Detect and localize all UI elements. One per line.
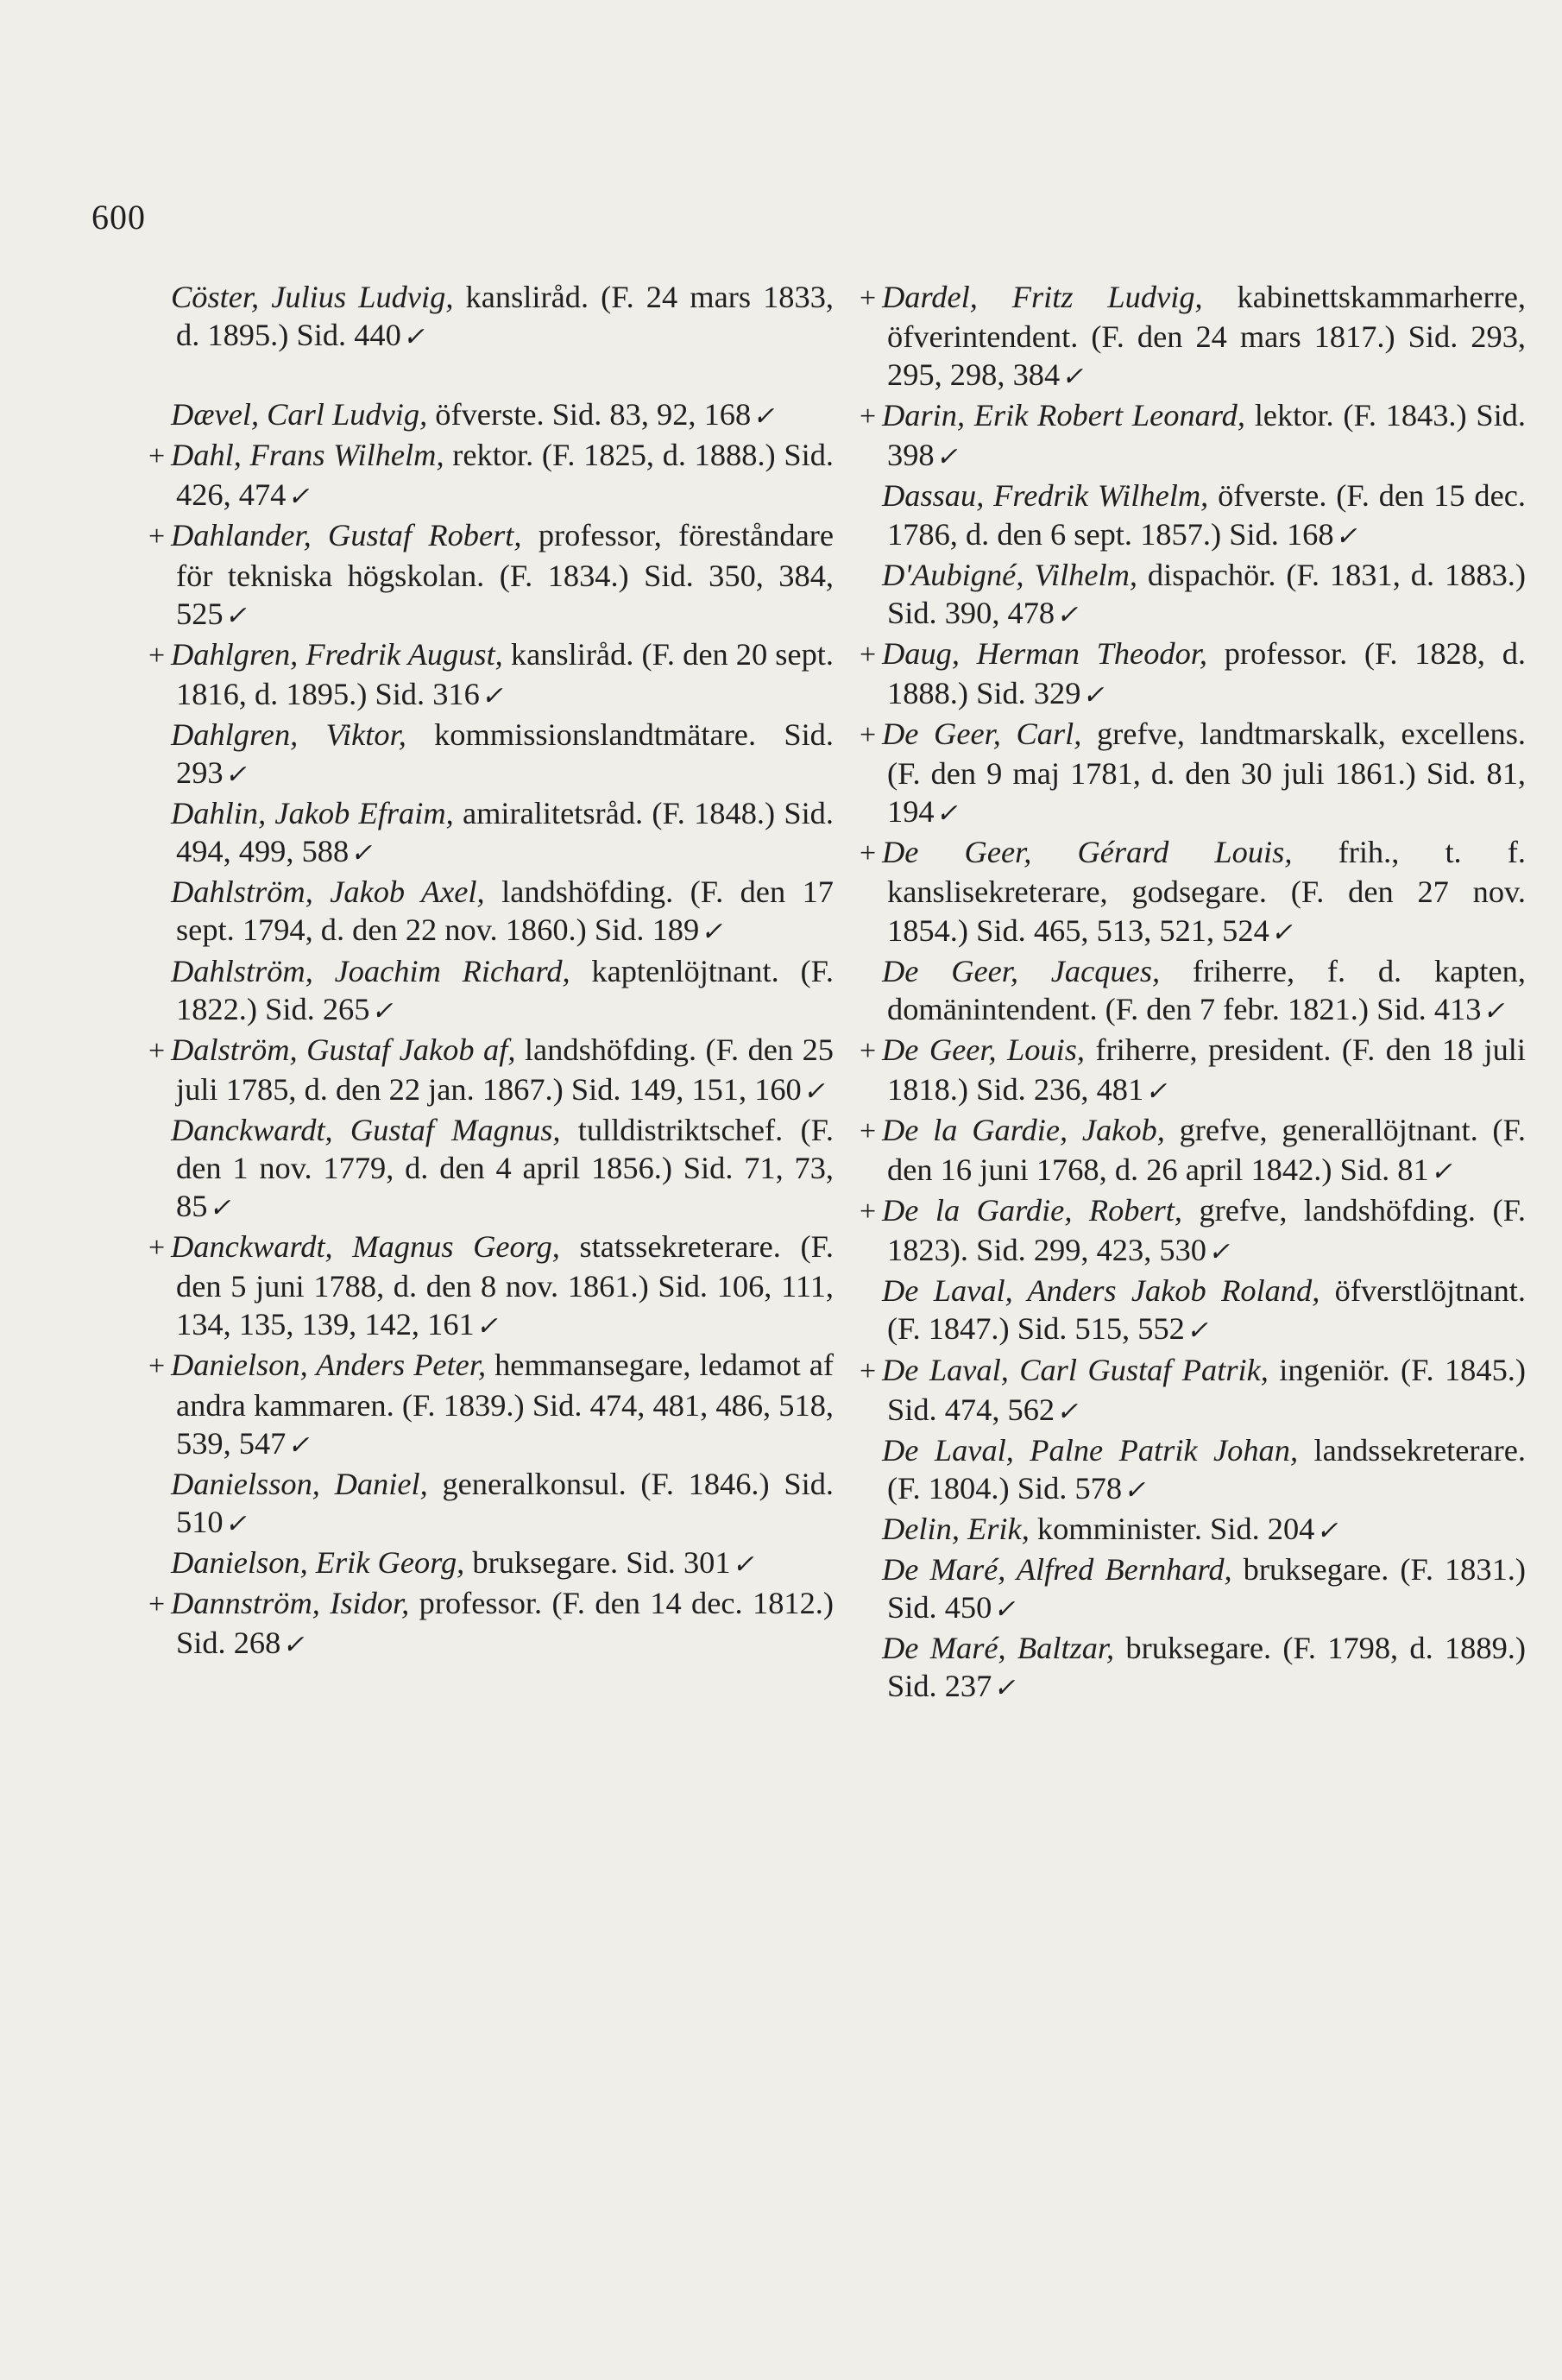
check-mark-icon: ✓	[993, 1595, 1016, 1625]
entry-marker: +	[860, 719, 877, 752]
entry-name: Dahlander, Gustaf Robert,	[171, 518, 522, 553]
entry-name: Dahlgren, Fredrik August,	[171, 636, 503, 672]
entry-text: bruksegare. (F. 1798, d. 1889.) Sid. 237	[887, 1631, 1526, 1704]
index-entry	[148, 1346, 834, 1464]
check-mark-icon: ✓	[1483, 996, 1505, 1026]
check-mark-icon: ✓	[701, 918, 723, 947]
entry-text: professor. (F. 1828, d. 1888.) Sid. 329	[887, 635, 1527, 710]
entry-name: De Laval, Palne Patrik Johan,	[882, 1432, 1299, 1468]
entry-text: landshöfding. (F. den 17 sept. 1794, d. den 22 nov. 1860.) Sid. 189	[176, 874, 834, 948]
entry-marker: +	[860, 638, 877, 671]
entry-name: De Geer, Gérard Louis,	[882, 835, 1293, 870]
entry-marker: +	[148, 1034, 166, 1067]
check-mark-icon: ✓	[224, 601, 247, 630]
index-entry	[860, 715, 1526, 833]
entry-name: Dahlin, Jakob Efraim,	[171, 796, 454, 831]
entry-name: Danckwardt, Gustaf Magnus,	[171, 1112, 561, 1147]
index-entry	[148, 516, 834, 634]
check-mark-icon: ✓	[732, 1550, 754, 1579]
entry-text: friherre, f. d. kapten, domänintendent. (F. den 7 febr. 1821.) Sid. 413	[887, 953, 1526, 1026]
entry-name: Dahl, Frans Wilhelm,	[171, 438, 444, 473]
entry-text: grefve, landtmarskalk, excellens. (F. den 9 maj 1781, d. den 30 juli 1861.) Sid. 81, 194	[887, 717, 1526, 830]
index-entry	[863, 1629, 1526, 1708]
entry-text: öfverste. Sid. 83, 92, 168	[435, 397, 752, 432]
entry-marker: +	[148, 521, 166, 553]
entry-text: rektor. (F. 1825, d. 1888.) Sid. 426, 474	[176, 438, 834, 513]
entry-text: grefve, generallöjtnant. (F. den 16 juni 1768, d. 26 april 1842.) Sid. 81	[887, 1112, 1526, 1188]
index-entry	[148, 635, 834, 716]
check-mark-icon: ✓	[1316, 1516, 1338, 1545]
entry-name: Danielson, Anders Peter,	[171, 1348, 487, 1383]
index-entry	[148, 1228, 834, 1346]
check-mark-icon: ✓	[1186, 1316, 1208, 1346]
check-mark-icon: ✓	[481, 681, 503, 710]
entry-marker: +	[860, 1114, 877, 1147]
entry-name: Delin, Erik,	[882, 1511, 1030, 1546]
entry-text: professor. (F. den 14 dec. 1812.) Sid. 268	[176, 1586, 835, 1661]
check-mark-icon: ✓	[935, 799, 958, 829]
left-column	[148, 278, 835, 1664]
entry-text: ingeniör. (F. 1845.) Sid. 474, 562	[887, 1352, 1526, 1427]
entry-text: komminister. Sid. 204	[1036, 1511, 1315, 1546]
check-mark-icon: ✓	[1061, 363, 1084, 392]
entry-text: öfverstlöjtnant. (F. 1847.) Sid. 515, 552	[887, 1273, 1526, 1347]
entry-name: Dalström, Gustaf Jakob af,	[171, 1032, 516, 1067]
entry-name: Dævel, Carl Ludvig,	[171, 397, 428, 432]
entry-text: grefve, landshöfding. (F. 1823). Sid. 299, 423, 530	[887, 1193, 1526, 1268]
index-entry	[152, 395, 834, 436]
right-column	[860, 278, 1527, 1708]
check-mark-icon: ✓	[1124, 1475, 1146, 1505]
check-mark-icon: ✓	[282, 1631, 305, 1660]
index-entry	[860, 396, 1526, 477]
check-mark-icon: ✓	[1056, 1397, 1079, 1426]
entry-marker: +	[148, 1350, 166, 1383]
entry-text: tulldistriktschef. (F. den 1 nov. 1779, d. den 4 april 1856.) Sid. 71, 73, 85	[176, 1112, 834, 1224]
check-mark-icon: ✓	[1082, 680, 1105, 710]
index-entry	[148, 1584, 835, 1664]
index-entry	[152, 794, 834, 873]
page-number: 600	[91, 198, 146, 237]
index-entry	[863, 1272, 1526, 1350]
check-mark-icon: ✓	[224, 1509, 247, 1538]
entry-name: Dahlström, Joachim Richard,	[171, 953, 570, 988]
index-entry	[152, 716, 834, 794]
entry-text: hemmansegare, ledamot af andra kammaren. (F. 1839.) Sid. 474, 481, 486, 518, 539, 547	[176, 1348, 834, 1461]
entry-name: Danielsson, Daniel,	[171, 1466, 428, 1501]
entry-name: De Laval, Anders Jakob Roland,	[882, 1273, 1320, 1309]
entry-name: De Laval, Carl Gustaf Patrik,	[882, 1352, 1269, 1387]
check-mark-icon: ✓	[476, 1312, 498, 1342]
check-mark-icon: ✓	[350, 839, 373, 868]
index-entry	[863, 556, 1526, 634]
entry-name: Danckwardt, Magnus Georg,	[171, 1229, 560, 1265]
check-mark-icon: ✓	[993, 1674, 1016, 1703]
entry-marker: +	[860, 282, 877, 314]
index-entry	[860, 1031, 1526, 1111]
entry-name: De Geer, Louis,	[882, 1032, 1086, 1067]
entry-marker: +	[148, 1588, 166, 1620]
entry-name: Danielson, Erik Georg,	[171, 1544, 465, 1580]
entry-name: Dardel, Fritz Ludvig,	[882, 280, 1203, 314]
index-entry	[152, 1111, 834, 1228]
check-mark-icon: ✓	[1145, 1076, 1168, 1106]
entry-name: Daug, Herman Theodor,	[882, 635, 1208, 671]
check-mark-icon: ✓	[803, 1076, 825, 1106]
entry-text: lektor. (F. 1843.) Sid. 398	[887, 398, 1526, 473]
index-entry	[860, 833, 1526, 951]
entry-marker: +	[860, 837, 877, 870]
entry-text: professor, föreståndare för tekniska högskolan. (F. 1834.) Sid. 350, 384, 525	[176, 518, 834, 631]
entry-name: De la Gardie, Jakob,	[882, 1112, 1165, 1147]
entry-text: öfverste. (F. den 15 dec. 1786, d. den 6 sept. 1857.) Sid. 168	[887, 478, 1526, 552]
entry-text: bruksegare. Sid. 301	[472, 1544, 731, 1580]
check-mark-icon: ✓	[935, 443, 958, 472]
entry-text: landssekreterare. (F. 1804.) Sid. 578	[887, 1432, 1526, 1506]
check-mark-icon: ✓	[1335, 521, 1357, 551]
entry-name: Dassau, Fredrik Wilhelm,	[882, 478, 1209, 514]
entry-marker: +	[860, 1354, 877, 1387]
index-entry	[152, 952, 834, 1031]
index-entry	[863, 477, 1526, 555]
check-mark-icon: ✓	[1270, 918, 1293, 947]
check-mark-icon: ✓	[1430, 1158, 1452, 1187]
entry-text: landshöfding. (F. den 25 juli 1785, d. den 22 jan. 1867.) Sid. 149, 151, 160	[176, 1032, 834, 1107]
entry-text: kaptenlöjtnant. (F. 1822.) Sid. 265	[176, 953, 834, 1026]
index-entry	[860, 1111, 1526, 1191]
entry-marker: +	[860, 1034, 877, 1067]
entry-name: Darin, Erik Robert Leonard,	[882, 398, 1245, 433]
entry-name: De Maré, Alfred Bernhard,	[882, 1552, 1232, 1587]
check-mark-icon: ✓	[402, 323, 425, 352]
index-entry	[863, 1431, 1526, 1510]
entry-name: De Geer, Jacques,	[882, 953, 1161, 988]
index-entry	[148, 436, 834, 516]
entry-name: Dannström, Isidor,	[171, 1586, 410, 1620]
check-mark-icon: ✓	[287, 1430, 310, 1460]
entry-name: De Maré, Baltzar,	[882, 1631, 1115, 1666]
index-entry	[860, 1191, 1526, 1272]
check-mark-icon: ✓	[209, 1194, 231, 1223]
check-mark-icon: ✓	[287, 483, 310, 512]
entry-text: friherre, president. (F. den 18 juli 1818.) Sid. 236, 481	[887, 1032, 1526, 1107]
index-entry	[863, 952, 1526, 1031]
entry-text: kommissionslandtmätare. Sid. 293	[176, 717, 834, 791]
entry-name: De Geer, Carl,	[882, 717, 1082, 752]
check-mark-icon: ✓	[1207, 1238, 1231, 1267]
entry-text: bruksegare. (F. 1831.) Sid. 450	[887, 1552, 1526, 1626]
entry-text: frih., t. f. kanslisekreterare, godsegare. (F. den 27 nov. 1854.) Sid. 465, 513, 521, 524	[887, 835, 1526, 948]
entry-marker: +	[148, 1232, 166, 1265]
check-mark-icon: ✓	[1056, 600, 1079, 629]
check-mark-icon: ✓	[371, 996, 394, 1026]
index-entry	[152, 278, 834, 357]
entry-marker: +	[860, 401, 877, 433]
check-mark-icon: ✓	[224, 761, 247, 790]
entry-name: De la Gardie, Robert,	[882, 1193, 1183, 1228]
index-entry	[860, 278, 1526, 396]
entry-text: amiralitetsråd. (F. 1848.) Sid. 494, 499, 588	[176, 796, 834, 869]
entry-text: generalkonsul. (F. 1846.) Sid. 510	[176, 1466, 834, 1539]
index-entry	[863, 1510, 1526, 1550]
entry-text: dispachör. (F. 1831, d. 1883.) Sid. 390, 478	[887, 557, 1526, 630]
index-entry	[152, 873, 834, 951]
index-entry	[863, 1550, 1526, 1629]
entry-text: statssekreterare. (F. den 5 juni 1788, d. den 8 nov. 1861.) Sid. 106, 111, 134, 135, 139, 142, 161	[176, 1229, 834, 1342]
entry-text: kansliråd. (F. den 20 sept. 1816, d. 1895.) Sid. 316	[176, 636, 834, 711]
entry-marker: +	[860, 1196, 877, 1228]
index-entry	[148, 1031, 834, 1111]
entry-marker: +	[148, 639, 166, 672]
entry-text: kansliråd. (F. 24 mars 1833, d. 1895.) Sid. 440	[176, 280, 834, 353]
check-mark-icon: ✓	[753, 402, 775, 432]
index-entry	[860, 634, 1527, 715]
entry-name: Cöster, Julius Ludvig,	[171, 280, 454, 314]
entry-name: D'Aubigné, Vilhelm,	[882, 557, 1137, 592]
entry-name: Dahlgren, Viktor,	[171, 717, 406, 752]
index-entry	[152, 1544, 834, 1584]
index-entry	[152, 1465, 834, 1544]
entry-marker: +	[148, 440, 166, 473]
entry-name: Dahlström, Jakob Axel,	[171, 874, 485, 910]
entry-text: kabinettskammarherre, öfverintendent. (F. den 24 mars 1817.) Sid. 293, 295, 298, 384	[887, 280, 1526, 393]
index-entry	[860, 1351, 1526, 1431]
